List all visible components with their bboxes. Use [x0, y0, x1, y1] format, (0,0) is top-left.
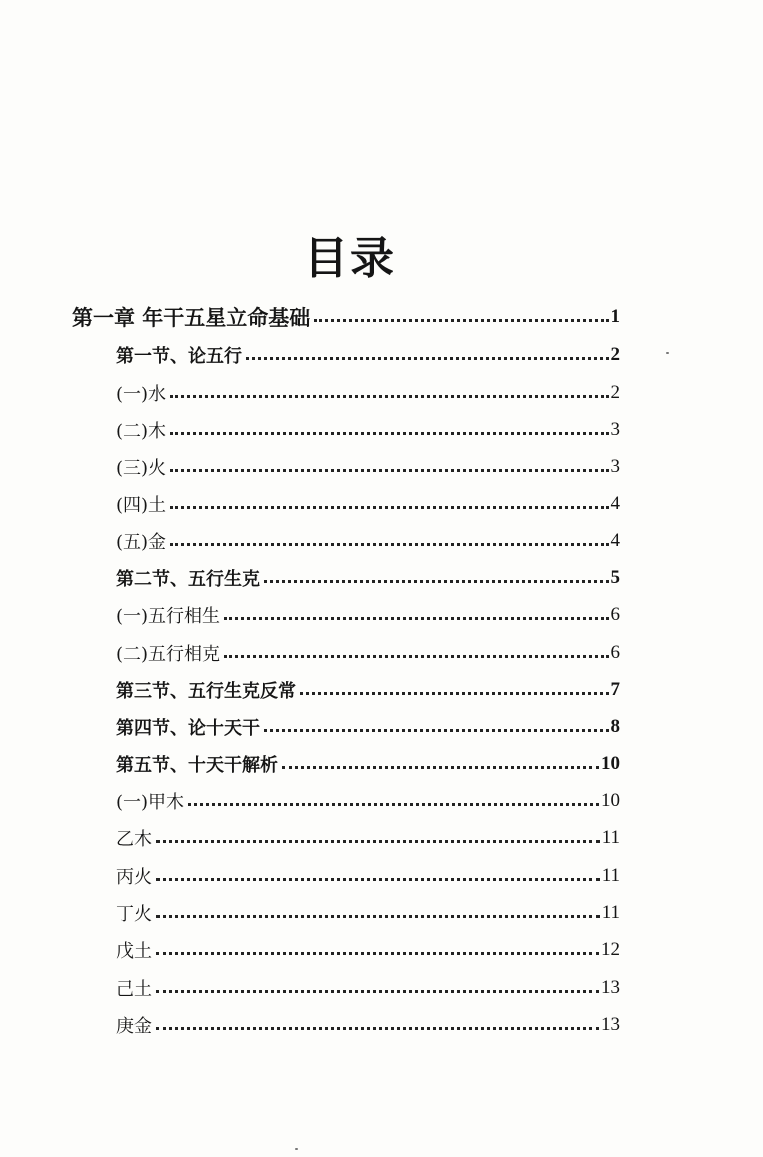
toc-entry-label: 丙火	[116, 867, 152, 888]
scan-speck	[666, 352, 669, 354]
toc-entry-label: 乙木	[116, 829, 152, 850]
dot-leader	[156, 952, 599, 955]
toc-entry-subsection[interactable]	[116, 598, 620, 632]
toc-entry-section[interactable]	[116, 710, 620, 744]
toc-entry-page: 11	[601, 827, 620, 848]
toc-entry-page: 13	[601, 1014, 620, 1035]
toc-entry-subsection[interactable]	[116, 413, 620, 447]
toc-entry-page: 2	[610, 382, 620, 403]
dot-leader	[300, 692, 609, 695]
toc-entry-subsection[interactable]	[116, 896, 620, 930]
dot-leader	[246, 357, 609, 360]
dot-leader	[282, 766, 599, 769]
toc-entry-page: 8	[610, 716, 620, 737]
toc-entry-page: 2	[610, 344, 620, 365]
toc-entry-label: (三)火	[116, 458, 167, 479]
dot-leader	[170, 506, 608, 509]
page-title: 目录	[304, 233, 396, 284]
toc-entry-label: 第一节、论五行	[116, 346, 242, 367]
toc-entry-page: 11	[601, 865, 620, 886]
toc-entry-page: 4	[610, 530, 620, 551]
toc-entry-label: 第一章 年干五星立命基础	[72, 306, 311, 330]
dot-leader	[264, 580, 609, 583]
toc-entry-subsection[interactable]	[116, 784, 620, 818]
toc-entry-subsection[interactable]	[116, 636, 620, 670]
toc-entry-label: (一)水	[116, 384, 167, 405]
toc-entry-label: 第四节、论十天干	[116, 718, 260, 739]
dot-leader	[314, 319, 608, 322]
toc-entry-page: 10	[601, 753, 620, 774]
toc-entry-subsection[interactable]	[116, 971, 620, 1005]
toc-entry-page: 5	[610, 567, 620, 588]
toc-entry-section[interactable]	[116, 338, 620, 372]
toc-entry-subsection[interactable]	[116, 859, 620, 893]
dot-leader	[264, 729, 609, 732]
toc-entry-page: 7	[610, 679, 620, 700]
toc-entry-label: (五)金	[116, 532, 167, 553]
toc-entry-label: 第三节、五行生克反常	[116, 681, 296, 702]
dot-leader	[224, 617, 608, 620]
toc-entry-page: 12	[601, 939, 620, 960]
toc-entry-subsection[interactable]	[116, 821, 620, 855]
dot-leader	[156, 840, 600, 843]
toc-entry-label: 第五节、十天干解析	[116, 755, 278, 776]
dot-leader	[170, 543, 608, 546]
toc-entry-label: (二)木	[116, 421, 167, 442]
dot-leader	[188, 803, 599, 806]
toc-entry-label: (二)五行相克	[116, 644, 221, 665]
toc-entry-section[interactable]	[116, 673, 620, 707]
toc-entry-subsection[interactable]	[116, 376, 620, 410]
toc-entry-section[interactable]	[116, 561, 620, 595]
toc-entry-page: 11	[601, 902, 620, 923]
dot-leader	[156, 990, 599, 993]
toc-entry-page: 4	[610, 493, 620, 514]
toc-entry-label: (一)五行相生	[116, 606, 221, 627]
toc-entry-label: 丁火	[116, 904, 152, 925]
scan-speck	[295, 1148, 298, 1150]
toc-entry-chapter-1[interactable]	[72, 300, 620, 334]
toc-entry-page: 6	[610, 642, 620, 663]
toc-entry-subsection[interactable]	[116, 524, 620, 558]
dot-leader	[224, 655, 608, 658]
dot-leader	[170, 395, 608, 398]
dot-leader	[170, 432, 608, 435]
toc-entry-subsection[interactable]	[116, 933, 620, 967]
toc-entry-page: 1	[610, 306, 620, 327]
toc-entry-subsection[interactable]	[116, 1008, 620, 1042]
toc-entry-label: 戊土	[116, 941, 152, 962]
toc-entry-subsection[interactable]	[116, 487, 620, 521]
dot-leader	[156, 1027, 599, 1030]
toc-entry-label: (一)甲木	[116, 792, 185, 813]
toc-entry-page: 10	[601, 790, 620, 811]
toc-entry-subsection[interactable]	[116, 450, 620, 484]
toc-entry-page: 3	[610, 456, 620, 477]
toc-entry-page: 13	[601, 977, 620, 998]
toc-entry-label: (四)土	[116, 495, 167, 516]
toc-entry-page: 6	[610, 604, 620, 625]
toc-entry-page: 3	[610, 419, 620, 440]
toc-entry-section[interactable]	[116, 747, 620, 781]
dot-leader	[170, 469, 608, 472]
dot-leader	[156, 915, 600, 918]
toc-entry-label: 第二节、五行生克	[116, 569, 260, 590]
dot-leader	[156, 878, 600, 881]
toc-entry-label: 己土	[116, 979, 152, 1000]
toc-entry-label: 庚金	[116, 1016, 152, 1037]
